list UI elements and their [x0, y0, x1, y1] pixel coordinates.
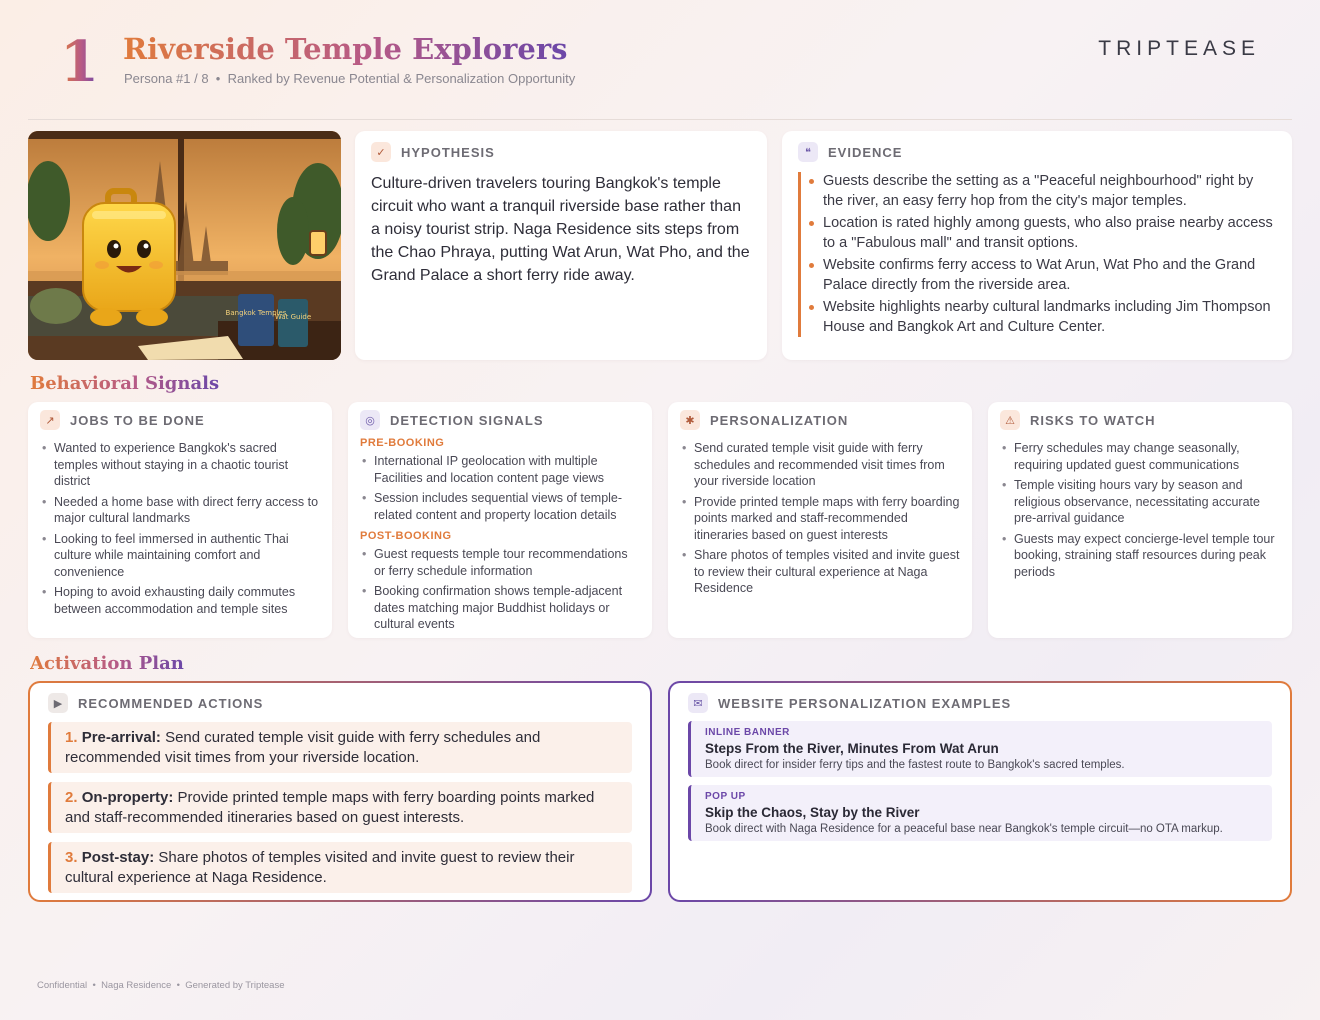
list-item: • Temple visiting hours vary by season and religious observance, necessitating accurate pre-arrival guidance: [1014, 477, 1280, 527]
personalization-card: [668, 402, 972, 638]
website-personalization-label: WEBSITE PERSONALIZATION EXAMPLES: [718, 695, 1012, 711]
detection-label: DETECTION SIGNALS: [390, 412, 544, 428]
website-personalization-card: [668, 681, 1292, 902]
risks-card: [988, 402, 1292, 638]
activation-plan-title: Activation Plan: [30, 653, 184, 674]
example-tag: POP UP: [705, 791, 746, 802]
brand-logo: TRIPTEASE: [1098, 37, 1260, 60]
footer-confidential: Confidential: [37, 980, 88, 991]
list-item: • Session includes sequential views of temple-related content and property location details: [374, 490, 640, 523]
mail-icon: ✉: [688, 693, 708, 713]
evidence-item: Location is rated highly among guests, who also praise nearby access to a "Fabulous mall" and transit options.: [823, 214, 1276, 253]
evidence-item: Website confirms ferry access to Wat Arun, Wat Pho and the Grand Palace directly from the riverside area.: [823, 256, 1276, 295]
website-personalization-header: [688, 693, 1272, 713]
ranking-note: Ranked by Revenue Potential & Personalization Opportunity: [227, 71, 576, 86]
example-title: Steps From the River, Minutes From Wat Arun: [705, 741, 999, 756]
evidence-header: [798, 142, 1276, 162]
popup-example: [688, 785, 1272, 841]
evidence-label: EVIDENCE: [828, 144, 903, 160]
footer-generated: Generated by Triptease: [185, 980, 285, 991]
list-item: • Guest requests temple tour recommendations or ferry schedule information: [374, 546, 640, 579]
action-step: 1. Pre-arrival: Send curated temple visit guide with ferry schedules and recommended visit times from your riverside location.: [48, 722, 632, 773]
action-step: 2. On-property: Provide printed temple maps with ferry boarding points marked and staff-recommended itineraries based on guest interests.: [48, 782, 632, 833]
page-title: Riverside Temple Explorers: [123, 32, 568, 66]
hypothesis-label: HYPOTHESIS: [401, 144, 495, 160]
hypothesis-text: Culture-driven travelers touring Bangkok's temple circuit who want a tranquil riverside base rather than a noisy tourist strip. Naga Residence sits steps from the Chao Phraya, putting Wat Arun, Wat Pho, and the Grand Palace a short ferry ride away.: [371, 175, 750, 284]
book-title-1: Bangkok Temples: [225, 309, 287, 317]
recommended-actions-header: [48, 693, 632, 713]
suitcase-mascot-illustration: [28, 131, 341, 360]
hero-illustration: [28, 131, 341, 360]
pre-booking-list: [360, 453, 640, 523]
evidence-item: Website highlights nearby cultural landmarks including Jim Thompson House and Bangkok Art and Culture Center.: [823, 298, 1276, 337]
post-booking-list: [360, 546, 640, 633]
jobs-label: JOBS TO BE DONE: [70, 412, 205, 428]
page-subtitle: Persona #1 / 8 • Ranked by Revenue Potential & Personalization Opportunity: [124, 71, 576, 86]
detection-card: [348, 402, 652, 638]
sparkle-icon: ✱: [680, 410, 700, 430]
list-item: • International IP geolocation with multiple Facilities and location content page views: [374, 453, 640, 486]
hypothesis-card: [355, 131, 767, 360]
example-description: Book direct with Naga Residence for a peaceful base near Bangkok's temple circuit—no OTA markup.: [705, 823, 1223, 835]
target-icon: ◎: [360, 410, 380, 430]
inline-banner-example: [688, 721, 1272, 777]
list-item: • Looking to feel immersed in authentic Thai culture while maintaining comfort and convenience: [54, 531, 320, 581]
hypothesis-header: [371, 142, 751, 162]
list-item: • Booking confirmation shows temple-adjacent dates matching major Buddhist holidays or cultural events: [374, 583, 640, 633]
evidence-list: [798, 172, 1276, 337]
warning-icon: ⚠: [1000, 410, 1020, 430]
list-item: • Wanted to experience Bangkok's sacred temples without staying in a chaotic tourist district: [54, 440, 320, 490]
jobs-card: [28, 402, 332, 638]
evidence-card: [782, 131, 1292, 360]
check-icon: ✓: [371, 142, 391, 162]
trend-arrow-icon: ↗: [40, 410, 60, 430]
list-item: • Guests may expect concierge-level temple tour booking, straining staff resources during peak periods: [1014, 531, 1280, 581]
footer-property: Naga Residence: [101, 980, 172, 991]
personalization-label: PERSONALIZATION: [710, 412, 849, 428]
header-divider: [28, 119, 1292, 120]
book-title-2: Wat Guide: [274, 313, 312, 321]
risks-list: [1000, 440, 1280, 580]
example-tag: INLINE BANNER: [705, 727, 790, 738]
recommended-actions-card: [28, 681, 652, 902]
pre-booking-label: PRE-BOOKING: [360, 437, 445, 449]
list-item: • Share photos of temples visited and invite guest to review their cultural experience at Naga Residence: [694, 547, 960, 597]
play-icon: ▶: [48, 693, 68, 713]
list-item: • Needed a home base with direct ferry access to major cultural landmarks: [54, 494, 320, 527]
action-step: 3. Post-stay: Share photos of temples visited and invite guest to review their cultural experience at Naga Residence.: [48, 842, 632, 893]
risks-header: [1000, 410, 1280, 430]
post-booking-label: POST-BOOKING: [360, 530, 452, 542]
behavioral-signals-title: Behavioral Signals: [30, 373, 220, 394]
recommended-actions-label: RECOMMENDED ACTIONS: [78, 695, 264, 711]
list-item: • Provide printed temple maps with ferry boarding points marked and staff-recommended itineraries based on guest interests: [694, 494, 960, 544]
personalization-list: [680, 440, 960, 597]
personalization-header: [680, 410, 960, 430]
list-item: • Send curated temple visit guide with ferry schedules and recommended visit times from your riverside location: [694, 440, 960, 490]
evidence-item: Guests describe the setting as a "Peaceful neighbourhood" right by the river, an easy ferry hop from the city's major temples.: [823, 172, 1276, 211]
persona-count: Persona #1 / 8: [124, 71, 209, 86]
list-item: • Ferry schedules may change seasonally, requiring updated guest communications: [1014, 440, 1280, 473]
footer: Confidential • Naga Residence • Generated by Triptease: [37, 980, 285, 991]
list-item: • Hoping to avoid exhausting daily commutes between accommodation and temple sites: [54, 584, 320, 617]
jobs-list: [40, 440, 320, 617]
jobs-header: [40, 410, 320, 430]
detection-header: [360, 410, 640, 430]
example-description: Book direct for insider ferry tips and the fastest route to Bangkok's sacred temples.: [705, 759, 1125, 771]
quote-icon: ❝: [798, 142, 818, 162]
risks-label: RISKS TO WATCH: [1030, 412, 1156, 428]
persona-rank: 1: [60, 29, 99, 95]
example-title: Skip the Chaos, Stay by the River: [705, 805, 920, 820]
